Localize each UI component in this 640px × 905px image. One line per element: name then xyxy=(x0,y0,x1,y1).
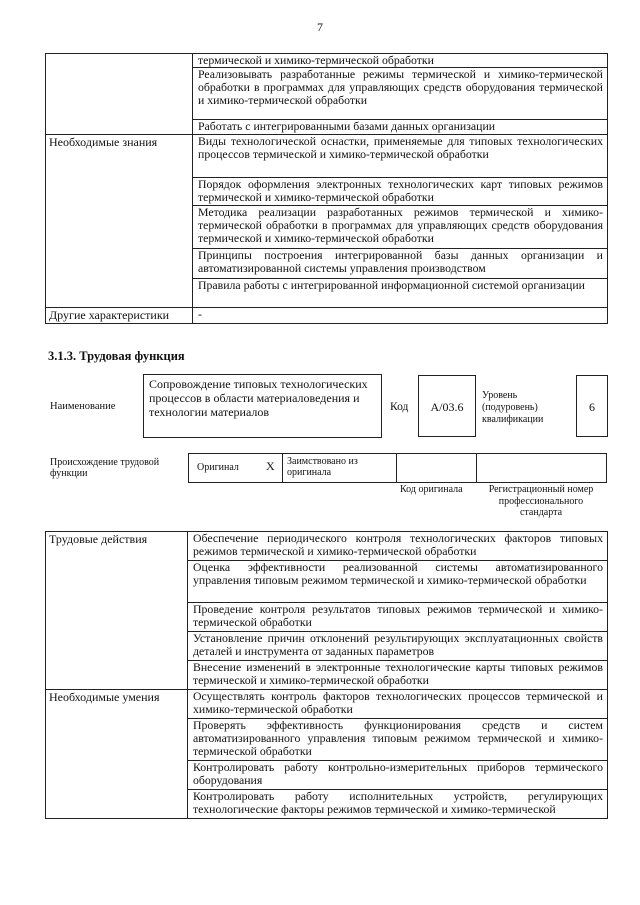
list-item: Порядок оформления электронных технологических карт типовых режимов термической и химико-термической обработки xyxy=(193,177,607,205)
list-item: Методика реализации разработанных режимов термической и химико-термической обработки в программах для управляющих средств оборудования термической и химико-термической обработки xyxy=(193,205,607,248)
row-label: Трудовые действия xyxy=(46,532,188,690)
table-row xyxy=(46,690,608,819)
level-box xyxy=(576,375,608,437)
code-original-label: Код оригинала xyxy=(400,484,463,495)
row-label xyxy=(46,54,193,135)
borrowed-label: Заимствовано из оригинала xyxy=(287,456,358,478)
list-item: Работать с интегрированными базами данных организации xyxy=(193,119,607,134)
origin-label: Происхождение трудовой функции xyxy=(50,457,160,479)
level-label: Уровень (подуровень) квалификации xyxy=(482,390,544,425)
code-box xyxy=(418,375,476,437)
list-item: Виды технологической оснастки, применяемые для типовых технологических процессов термической и химико-термической обработки xyxy=(198,134,603,162)
list-item: Обеспечение периодического контроля технологических факторов типовых режимов термической и химико-термической обработки xyxy=(193,531,603,559)
section-heading: 3.1.3. Трудовая функция xyxy=(48,349,185,363)
list-item: Правила работы с интегрированной информационной системой организации xyxy=(193,278,607,307)
list-item: Осуществлять контроль факторов технологических процессов термической и химико-термической обработки xyxy=(193,689,603,717)
list-item: Реализовывать разработанные режимы термической и химико-термической обработки в программах для управляющих средств оборудования термической и химико-термической обработки xyxy=(193,67,607,119)
original-label: Оригинал xyxy=(197,462,239,473)
name-box xyxy=(143,374,382,438)
row-label: Другие характеристики xyxy=(46,308,193,324)
list-item: Внесение изменений в электронные технологические карты типовых режимов термической и химико-термической обработки xyxy=(188,660,607,689)
name-value: Сопровождение типовых технологических процессов в области материаловедения и технологии материалов xyxy=(149,377,368,419)
row-label: Необходимые умения xyxy=(46,690,188,819)
table-row xyxy=(46,54,608,135)
list-item: Контролировать работу исполнительных устройств, регулирующих технологические факторы режимов термической и химико-термической xyxy=(188,789,607,818)
level-value: 6 xyxy=(589,400,595,414)
list-item: Установление причин отклонений результирующих эксплуатационных свойств деталей и инструмента от заданных параметров xyxy=(188,631,607,660)
origin-grid xyxy=(188,453,607,483)
original-mark: X xyxy=(266,459,275,473)
page-number: 7 xyxy=(317,20,323,34)
table-row xyxy=(46,135,608,308)
table-row xyxy=(46,532,608,690)
name-label: Наименование xyxy=(50,401,116,412)
list-item: - xyxy=(198,307,202,321)
labor-actions-table xyxy=(45,531,608,819)
list-item: термической и химико-термической обработки xyxy=(198,53,434,67)
code-value: A/03.6 xyxy=(430,400,464,414)
skills-knowledge-table xyxy=(45,53,608,324)
reg-number-label: Регистрационный номер профессионального стандарта xyxy=(488,484,594,518)
list-item: Проведение контроля результатов типовых режимов термической и химико-термической обработки xyxy=(188,602,607,631)
list-item: Контролировать работу контрольно-измерительных приборов термического оборудования xyxy=(188,760,607,789)
code-label: Код xyxy=(390,401,409,413)
list-item: Проверять эффективность функционирования средств и систем автоматизированного управления типовым режимом термической и химико-термической обработки xyxy=(188,718,607,760)
list-item: Оценка эффективности реализованной системы автоматизированного управления типовым режимом термической и химико-термической обработки xyxy=(188,560,607,602)
table-row xyxy=(46,308,608,324)
list-item: Принципы построения интегрированной базы данных организации и автоматизированной системы управления производством xyxy=(193,248,607,278)
row-label: Необходимые знания xyxy=(46,135,193,308)
